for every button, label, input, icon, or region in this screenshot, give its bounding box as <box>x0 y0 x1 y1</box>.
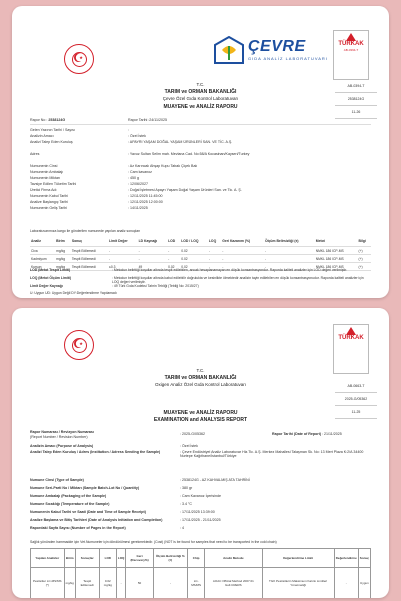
report-title-en: EXAMINATION and ANALYSIS REPORT <box>153 417 248 423</box>
cevre-logo-name: ÇEVRE <box>248 38 306 55</box>
table-header-cell: LOD / LOQ <box>180 236 208 247</box>
table-cell: (+) <box>358 255 371 263</box>
reference-box: 11-25 <box>335 406 377 419</box>
cevre-logo <box>214 36 332 66</box>
table-cell: - <box>264 263 315 271</box>
table-header-cell: Analiz <box>30 236 55 247</box>
field-value: : <box>128 128 129 132</box>
field-label: Numunenin Ambalajı <box>30 170 64 174</box>
table-cell: Kadmiyum <box>30 255 55 263</box>
note-label: LOQ (Metot Ölçüm Limiti) <box>30 276 72 280</box>
divider <box>30 124 371 125</box>
field-label: Numune Seri-Parti No / Miktarı (Sample Batch-Lot No / Quantity) <box>30 486 140 490</box>
field-label: Rapordaki Sayfa Sayısı (Number of Pages in the Report) <box>30 526 126 530</box>
field-value: : 14/11/2025 <box>128 206 148 210</box>
field-label: Analizin Amacı (Purpose of Analysis) <box>30 444 94 448</box>
report-number: : 2025-G/05362 <box>180 432 205 436</box>
ministry-seal-icon <box>64 44 94 74</box>
report-page-2 <box>12 308 389 598</box>
table-header-cell: Ölçüm Belirsizliği % (±) <box>153 549 187 568</box>
table-cell: Uygun <box>358 568 370 599</box>
note-text: : Metodun belirttiği koşullar altında tespit edilebilen, ancak hesaplanamayan en düşük konsantrasyondur. Raporda kaliteli analizler için LOD değeri verilmiştir. <box>112 268 348 272</box>
table-cell: - <box>108 255 138 263</box>
report-page-1 <box>12 6 389 298</box>
table-cell: - <box>167 247 180 255</box>
field-label: Analize Başlangıç Tarihi <box>30 200 69 204</box>
field-label: Analize Başlama ve Bitiş Tarihleri (Date of Analysis Initiation and Completion) <box>30 518 163 522</box>
field-value: : 3.4 °C <box>180 502 193 506</box>
reference-box: AB-0394-T <box>335 80 377 93</box>
table-header-cell: Birim <box>55 236 71 247</box>
field-label: Analizi Talep Eden Kuruluş <box>30 140 73 144</box>
field-value: : 450 g <box>128 176 139 180</box>
field-label: Numunenin Kabul Tarihi ve Saati (Date and Time of Sample Receipt) <box>30 510 146 514</box>
report-date: Rapor Tarihi :24/11/2025 <box>128 118 168 122</box>
turkak-code: AB-0394-T <box>343 48 359 52</box>
note-text: : 49 Türk Gıda Kodeksi Tahrin Tebliği (Tebliğ No: 2015/27) <box>112 284 199 288</box>
results-table <box>30 236 371 271</box>
field-label: Numunenin Cinsi <box>30 164 58 168</box>
table-cell: - <box>334 568 358 599</box>
report-number-label: Rapor No : 2538124G <box>30 118 66 122</box>
field-value: : 2538124G - AZ KAHVALMIŞ ATA TAHRİNİ <box>180 478 250 482</box>
table-row <box>30 255 371 263</box>
reference-box: 11-26 <box>335 106 377 119</box>
table-header-cell: Geri Kazanım (%) <box>221 236 264 247</box>
field-label: Numune Ambalajı (Packaging of the Sample) <box>30 494 107 498</box>
table-cell: mg/kg <box>55 263 71 271</box>
field-label: Numune Sıcaklığı (Temperature of the Sample) <box>30 502 110 506</box>
field-label: Adres <box>30 152 40 156</box>
field-value: : 12/11/2025 11:45:00 <box>128 194 163 198</box>
table-header-cell: Ölçüm Belirsizliği (±) <box>264 236 315 247</box>
reference-box: 2025-G/05362 <box>335 393 377 406</box>
results-intro: Sağlık yönünden hammadde için Vet.Numuneler için döndürülmesi gerekmektedir. (Cost) (NOT is be found for samples that need to be transported in the cold chain) <box>30 540 277 544</box>
table-cell: 0.02 <box>180 263 208 271</box>
table-cell: mg/kg <box>55 255 71 263</box>
table-cell: - <box>208 255 221 263</box>
turkak-logo: TÜRKAK <box>338 41 364 47</box>
note-text: : Metodun belirttiği koşullar altında kabul edilebilir doğrulukta ve kesinlikte ölmektedir analizin tayin edilebilen en düşük konsantrasyonudur. Raporda kaliteli analizler için LOQ değeri verilmiştir. <box>112 276 364 284</box>
header-tc: T.C. <box>196 82 205 87</box>
header-ministry: TARIM ve ORMAN BAKANLIĞI <box>164 375 237 381</box>
table-header-row <box>31 549 371 568</box>
table-cell: - <box>108 247 138 255</box>
table-cell: 0.02 <box>167 263 180 271</box>
field-value: : 12/06/2027 <box>128 182 148 186</box>
table-header-cell: LOQ <box>116 549 126 568</box>
table-cell: Pestisitler LC-MS/MS (*) <box>31 568 65 599</box>
table-header-cell: LOD <box>99 549 116 568</box>
table-cell: Tespit Edilemedi <box>75 568 99 599</box>
table-cell: ≤0.3 <box>108 263 138 271</box>
field-value: : Özel İstek <box>128 134 146 138</box>
table-cell: - <box>221 247 264 255</box>
table-cell: - <box>138 255 168 263</box>
report-title: MUAYENE ve ANALİZ RAPORU <box>163 104 238 110</box>
table-header-cell: LD Kaynağı <box>138 236 168 247</box>
field-value: : Yavuz Sultan Selim mah. Mevlana Cad. No:58/A Kocasinan/Kayseri/Turkey <box>128 152 250 156</box>
table-cell: - <box>208 247 221 255</box>
table-cell: Civa <box>30 247 55 255</box>
field-label: Gelen Yazının Tarihi / Sayısı <box>30 128 75 132</box>
table-cell: Tespit Edilemedi <box>71 247 108 255</box>
field-value: : Az Karıncalı Ahşap Kupu Tabak Çiçek Balı <box>128 164 198 168</box>
table-header-cell: Analiz Metodu <box>205 549 262 568</box>
table-header-cell: Değerlendirme <box>334 549 358 568</box>
header-lab: Çevre Özel Gıda Kontrol Laboratuvarı <box>162 96 239 101</box>
field-label: Üretici Firma Adı <box>30 188 57 192</box>
table-cell: AOAC Official Method 2007.01 Gull.CRERS <box>205 568 262 599</box>
field-label: Numunenin Geliş Tarihi <box>30 206 68 210</box>
results-table <box>30 548 371 598</box>
table-header-cell: Sonuç <box>71 236 108 247</box>
turkak-badge <box>333 30 369 80</box>
table-cell: NMKL 186 ICP-MS <box>315 255 358 263</box>
header-ministry: TARIM ve ORMAN BAKANLIĞI <box>164 89 237 95</box>
ministry-seal-icon <box>64 330 94 360</box>
table-cell: 0.02 <box>180 255 208 263</box>
reference-box: 2538124G <box>335 93 377 106</box>
footnote: U: Uygun UD: Uygun Değil DY:Değerlendirme Yapılamadı <box>30 291 117 295</box>
table-header-cell: Bilgi <box>358 236 371 247</box>
table-cell: LC-MS/MS <box>188 568 205 599</box>
table-header-cell: Sonuçlar <box>75 549 99 568</box>
table-cell: - <box>221 263 264 271</box>
report-date: Rapor Tarihi (Date of Report) : 21/11/2025 <box>272 432 342 436</box>
field-value: : Özel İstek <box>180 444 198 448</box>
table-header-cell: LOD <box>167 236 180 247</box>
field-label: Analizin Amacı <box>30 134 54 138</box>
field-value: : 4 <box>180 526 184 530</box>
table-cell: NMKL 186 ICP-MS <box>315 247 358 255</box>
table-cell: - <box>138 247 168 255</box>
table-cell: TGK Pestisitlerin Maksimum Kalıntı Limitleri Yönetmeliği <box>262 568 334 599</box>
results-intro: Laboratuvarımıza kargo ile gönderilen numunede yapılan analiz sonuçları <box>30 229 141 233</box>
field-value: : 380 gr <box>180 486 193 490</box>
header-lab: Oxigen Analiz Özel Gıda Kontrol Laboratuvarı <box>154 382 247 387</box>
field-value: : Cam Kavanoz İçerisinde <box>180 494 221 498</box>
table-header-cell: Değerlendirme Limiti <box>262 549 334 568</box>
field-label: Numune Cinsi (Type of Sample) <box>30 478 84 482</box>
table-cell: Kurşun <box>30 263 55 271</box>
field-value: : Çevre Endüstriyel Analiz Laboratuvar Hiz.Tic. A.Ş. Merkez Mahallesi Talaşman Sk. No: 13 Mert Plaza K:2/A 34400 Nurtepe Kağıthane/İstanbul/Türkiye <box>180 450 364 458</box>
table-cell: NMKL 186 ICP-MS <box>315 263 358 271</box>
table-cell: 0.02 <box>180 247 208 255</box>
field-label: Numunenin Miktarı <box>30 176 61 180</box>
cevre-logo-subtitle: GIDA ANALİZ LABORATUVARI <box>248 56 328 61</box>
turkak-badge <box>333 324 369 374</box>
table-header-cell: Metot <box>315 236 358 247</box>
table-cell: 0.02 mg/kg <box>99 568 116 599</box>
field-value: : 17/11/2025 - 21/11/2025 <box>180 518 221 522</box>
table-cell: (+) <box>358 247 371 255</box>
header-tc: T.C. <box>196 368 205 373</box>
table-cell: - <box>221 255 264 263</box>
table-cell: - <box>208 263 221 271</box>
table-header-cell: Limit Değer <box>108 236 138 247</box>
reference-box: AB-0663-T <box>335 380 377 393</box>
cevre-mark-icon <box>214 36 244 64</box>
turkak-triangle-icon <box>346 33 356 41</box>
table-cell: 50 <box>126 568 153 599</box>
table-cell: mg/kg <box>64 568 75 599</box>
table-row <box>30 247 371 255</box>
note-label: Limit Değer Kaynağı <box>30 284 63 288</box>
note-label: LOD (Metot Tespit Limiti) <box>30 268 71 272</box>
field-label: Tavsiye Edilen Tüketim Tarihi <box>30 182 77 186</box>
table-cell: 49 <box>138 263 168 271</box>
table-cell: Tespit Edilemedi <box>71 255 108 263</box>
table-cell: - <box>167 255 180 263</box>
table-cell: mg/kg <box>55 247 71 255</box>
table-cell: - <box>116 568 126 599</box>
field-value: : Cam kavanoz <box>128 170 152 174</box>
table-header-cell: Chip <box>188 549 205 568</box>
turkak-logo: TÜRKAK <box>338 335 364 341</box>
report-number: 2538124G <box>48 118 66 122</box>
table-header-cell: Yapılan Analizler <box>31 549 65 568</box>
table-header-cell: Sonuç <box>358 549 370 568</box>
table-cell: Tespit Edilemedi <box>71 263 108 271</box>
table-cell: (+) <box>358 263 371 271</box>
turkak-triangle-icon <box>346 327 356 335</box>
field-value: : APAYRI YAŞAM DOĞAL YAŞAM ÜRÜNLERİ SAN. VE TİC. A.Ş. <box>128 140 233 144</box>
table-cell: - <box>153 568 187 599</box>
table-header-cell: Geri (Recovery%) <box>126 549 153 568</box>
table-header-row <box>30 236 371 247</box>
report-title: MUAYENE ve ANALİZ RAPORU <box>163 410 238 416</box>
report-number-label: Rapor Numarası / Revizyon Numarası <box>30 430 94 434</box>
table-row <box>31 568 371 599</box>
field-value: : 12/11/2025 12:00:00 <box>128 200 163 204</box>
field-value: : Doğal İşletmesi Apayrı Yaşam Doğal Yaşam Ürünleri San. ve Tic. A. Ş. <box>128 188 242 192</box>
table-header-cell: Birim <box>64 549 75 568</box>
report-number-label-en: (Report Number / Revision Number) <box>30 435 88 439</box>
table-header-cell: LOQ <box>208 236 221 247</box>
field-value: : 17/11/2025 13:39:00 <box>180 510 215 514</box>
field-label: Analizi Talep Eden Kuruluş / Adres (Institution / Adress Sending the Sample) <box>30 450 161 454</box>
field-label: Numunenin Kabul Tarihi <box>30 194 69 198</box>
table-cell: - <box>264 247 315 255</box>
table-cell: - <box>264 255 315 263</box>
